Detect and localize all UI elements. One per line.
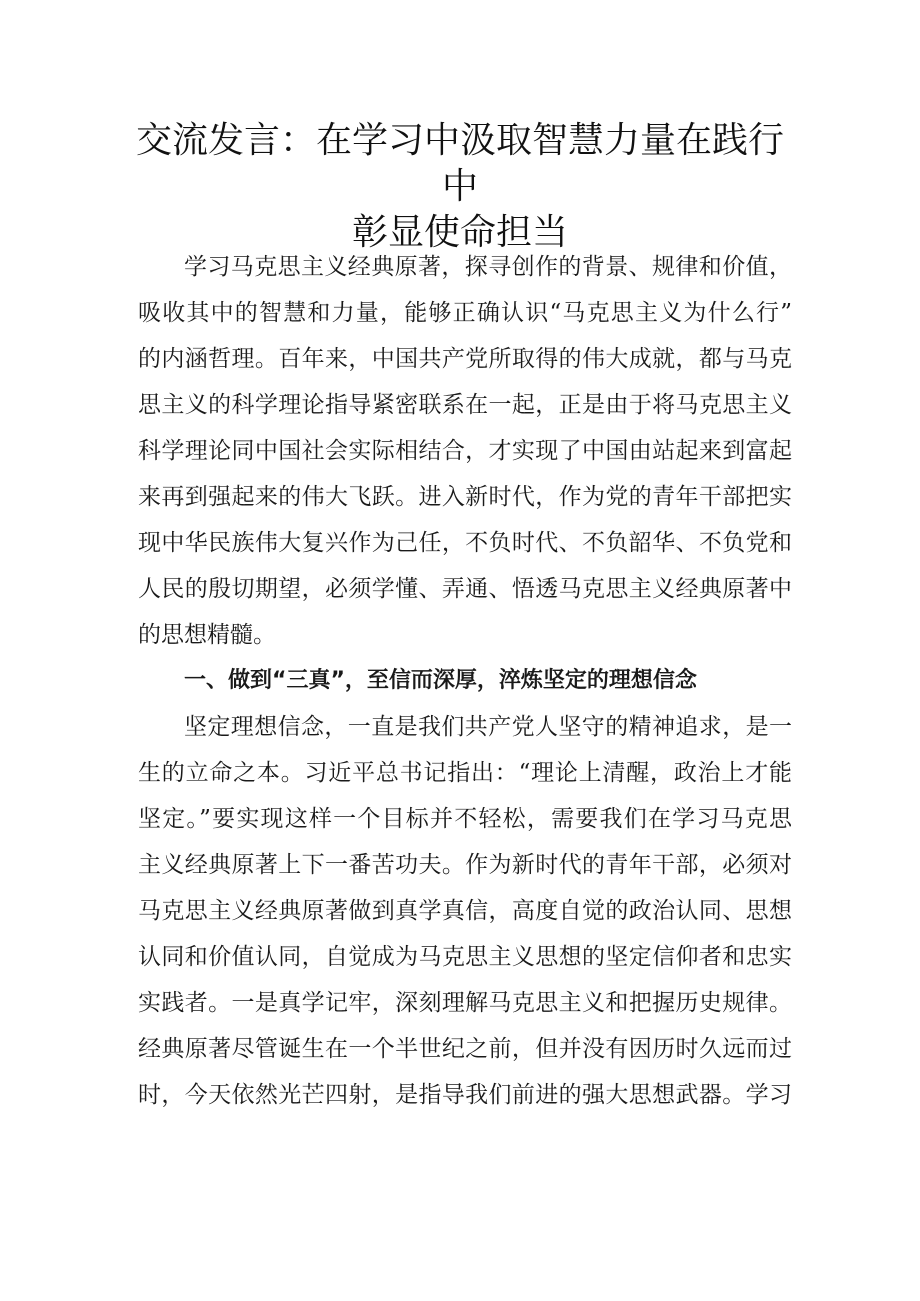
title-line: 交流发言：在学习中汲取智慧力量在践行中 — [135, 120, 784, 207]
document-body — [138, 244, 792, 1118]
paragraph2-line: 坚定。”要实现这样一个目标并不轻松，需要我们在学习马克思 — [138, 806, 792, 832]
paragraph1-line: 的思想精髓。 — [138, 622, 276, 648]
paragraph2-line: 时，今天依然光芒四射，是指导我们前进的强大思想武器。学习 — [138, 1082, 792, 1108]
paragraph2-line: 主义经典原著上下一番苦功夫。作为新时代的青年干部，必须对 — [138, 852, 792, 878]
paragraph2-line: 经典原著尽管诞生在一个半世纪之前，但并没有因历时久远而过 — [138, 1036, 792, 1062]
paragraph2-line: 坚定理想信念，一直是我们共产党人坚守的精神追求，是一 — [184, 714, 792, 740]
paragraph1-line: 科学理论同中国社会实际相结合，才实现了中国由站起来到富起 — [138, 438, 792, 464]
paragraph1-line: 的内涵哲理。百年来，中国共产党所取得的伟大成就，都与马克 — [138, 346, 792, 372]
title-line: 彰显使命担当 — [351, 212, 568, 253]
document-title — [130, 118, 790, 256]
paragraph1-line: 来再到强起来的伟大飞跃。进入新时代，作为党的青年干部把实 — [138, 484, 792, 510]
paragraph1-line: 现中华民族伟大复兴作为己任，不负时代、不负韶华、不负党和 — [138, 530, 792, 556]
paragraph2-line: 生的立命之本。习近平总书记指出：“理论上清醒，政治上才能 — [138, 760, 792, 786]
paragraph1-line: 吸收其中的智慧和力量，能够正确认识“马克思主义为什么行” — [138, 300, 792, 326]
paragraph1-line: 思主义的科学理论指导紧密联系在一起，正是由于将马克思主义 — [138, 392, 792, 418]
paragraph2-line: 马克思主义经典原著做到真学真信，高度自觉的政治认同、思想 — [138, 898, 792, 924]
section-heading: 一、做到“三真”，至信而深厚，淬炼坚定的理想信念 — [184, 668, 697, 693]
paragraph1-line: 人民的殷切期望，必须学懂、弄通、悟透马克思主义经典原著中 — [138, 576, 792, 602]
paragraph2-line: 认同和价值认同，自觉成为马克思主义思想的坚定信仰者和忠实 — [138, 944, 792, 970]
paragraph2-line: 实践者。一是真学记牢，深刻理解马克思主义和把握历史规律。 — [138, 990, 792, 1016]
paragraph1-line: 学习马克思主义经典原著，探寻创作的背景、规律和价值， — [184, 254, 792, 280]
